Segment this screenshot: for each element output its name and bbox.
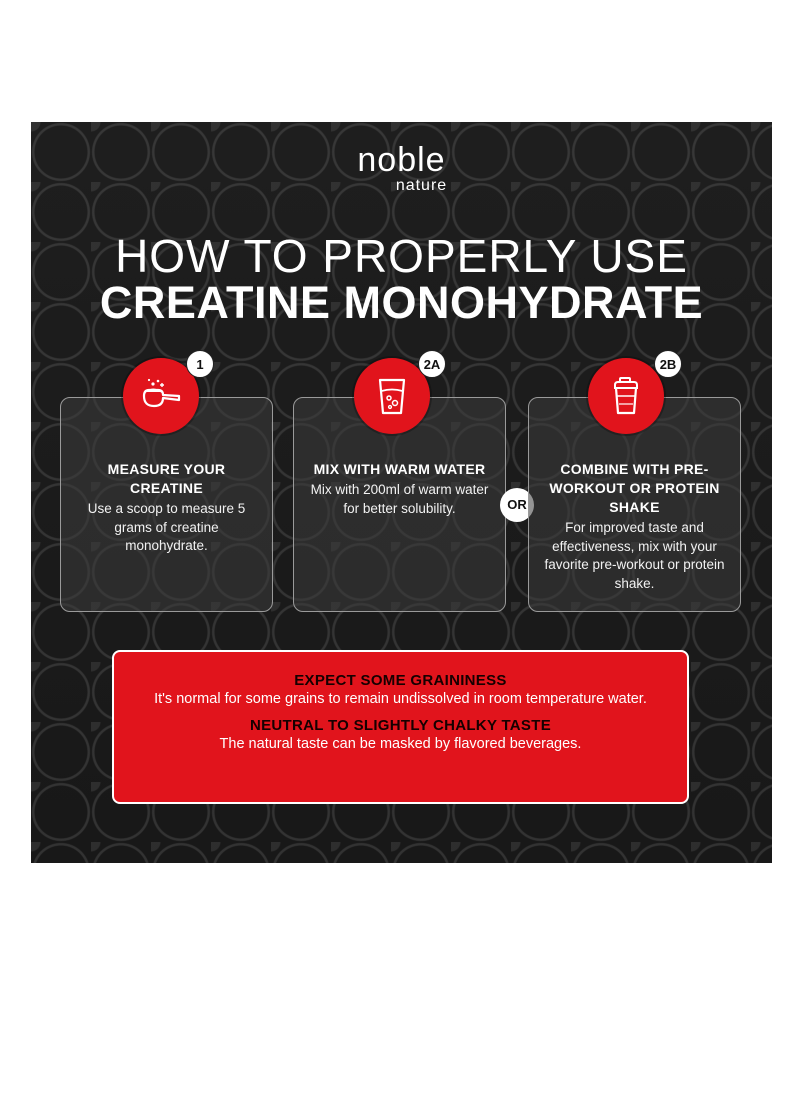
- headline-line-1: HOW TO PROPERLY USE: [115, 230, 688, 282]
- step-badge-1: 1: [186, 350, 214, 378]
- headline-line-2: CREATINE MONOHYDRATE: [99, 277, 704, 328]
- notice-title-graininess: EXPECT SOME GRAININESS: [294, 672, 507, 689]
- step-title: MEASURE YOUR CREATINE: [107, 461, 226, 496]
- notice-text-graininess: It's normal for some grains to remain undissolved in room temperature water.: [154, 691, 647, 707]
- step-title: COMBINE WITH PRE-WORKOUT OR PROTEIN SHAKE: [549, 461, 720, 515]
- step-badge-2a: 2A: [418, 350, 446, 378]
- or-badge: OR: [500, 488, 534, 522]
- brand-name: noble: [357, 141, 446, 179]
- step-badge-2b: 2B: [654, 350, 682, 378]
- shaker-icon: [588, 358, 664, 434]
- brand-logo: [31, 142, 772, 194]
- infographic-poster: [31, 122, 772, 863]
- notice-text-taste: The natural taste can be masked by flavored beverages.: [219, 736, 582, 752]
- notice-box: [112, 650, 689, 804]
- step-text: For improved taste and effectiveness, mix with your favorite pre-workout or protein shake.: [544, 520, 725, 591]
- step-text: Use a scoop to measure 5 grams of creatine monohydrate.: [87, 501, 246, 553]
- notice-title-taste: NEUTRAL TO SLIGHTLY CHALKY TASTE: [249, 717, 551, 734]
- step-text: Mix with 200ml of warm water for better solubility.: [310, 482, 489, 516]
- brand-sub: nature: [395, 177, 448, 194]
- step-title: MIX WITH WARM WATER: [313, 461, 486, 477]
